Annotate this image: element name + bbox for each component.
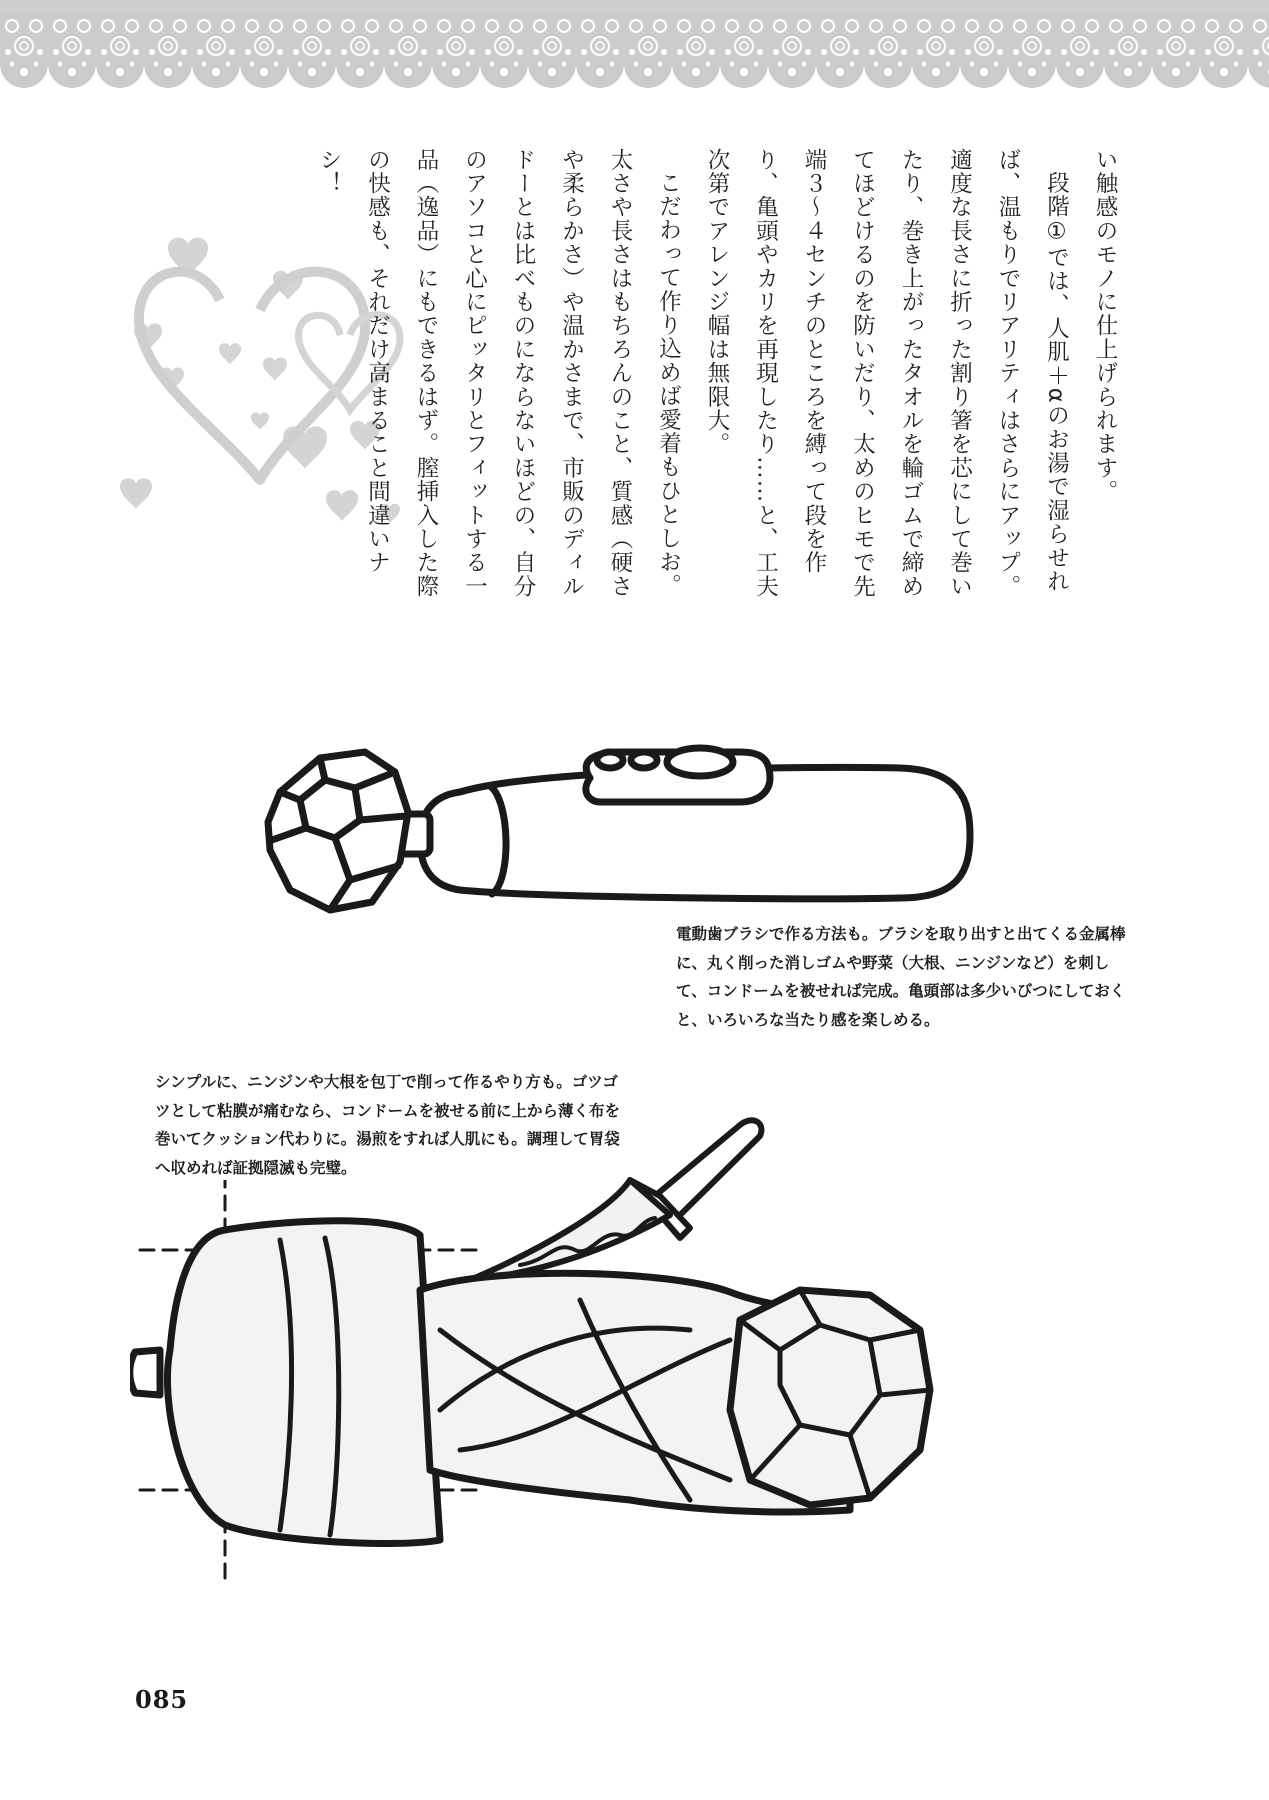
body-paragraph-2: 段階①では、人肌＋αのお湯で湿らせれば、温もりでリアリティはさらにアップ。適度な長さに折った割り箸を芯にして巻いたり、巻き上がったタオルを輪ゴムで締めてほどけるのを防いだり、太めのヒモで先端３～４センチのところを縛って段を作り、亀頭やカリを再現したり……と、工夫次第でアレンジ幅は無限大。 [704, 148, 1070, 599]
wand-caption: 電動歯ブラシで作る方法も。ブラシを取り出すと出てくる金属棒に、丸く削った消しゴムや野菜（大根、ニンジンなど）を刺して、コンドームを被せれば完成。亀頭部は多少いびつにしておくと、いろいろな当たり感を楽しめる。 [676, 925, 1126, 1029]
body-paragraph-1: い触感のモノに仕上げられます。 [1092, 148, 1118, 504]
page-number: 085 [135, 1685, 189, 1714]
toothbrush-wand-illustration [260, 730, 1120, 930]
body-text [305, 148, 1130, 618]
carrot-illustration [130, 1180, 1000, 1580]
carrot-caption: シンプルに、ニンジンや大根を包丁で削って作るやり方も。ゴツゴツとして粘膜が痛むなら、コンドームを被せる前に上から薄く布を巻いてクッション代わりに。湯煎をすれば人肌にも。調理して胃袋へ収めれば証拠隠滅も完璧。 [155, 1073, 621, 1177]
body-paragraph-3: こだわって作り込めば愛着もひとしお。太さや長さはもちろんのこと、質感（硬さや柔らかさ）や温かさまで、市販のディルドーとは比べものにならないほどの、自分のアソコと心にピッタリとフィットする一品（逸品）にもできるはず。膣挿入した際の快感も、それだけ高まること間違いナシ！ [316, 148, 682, 599]
lace-border [0, 12, 1269, 94]
